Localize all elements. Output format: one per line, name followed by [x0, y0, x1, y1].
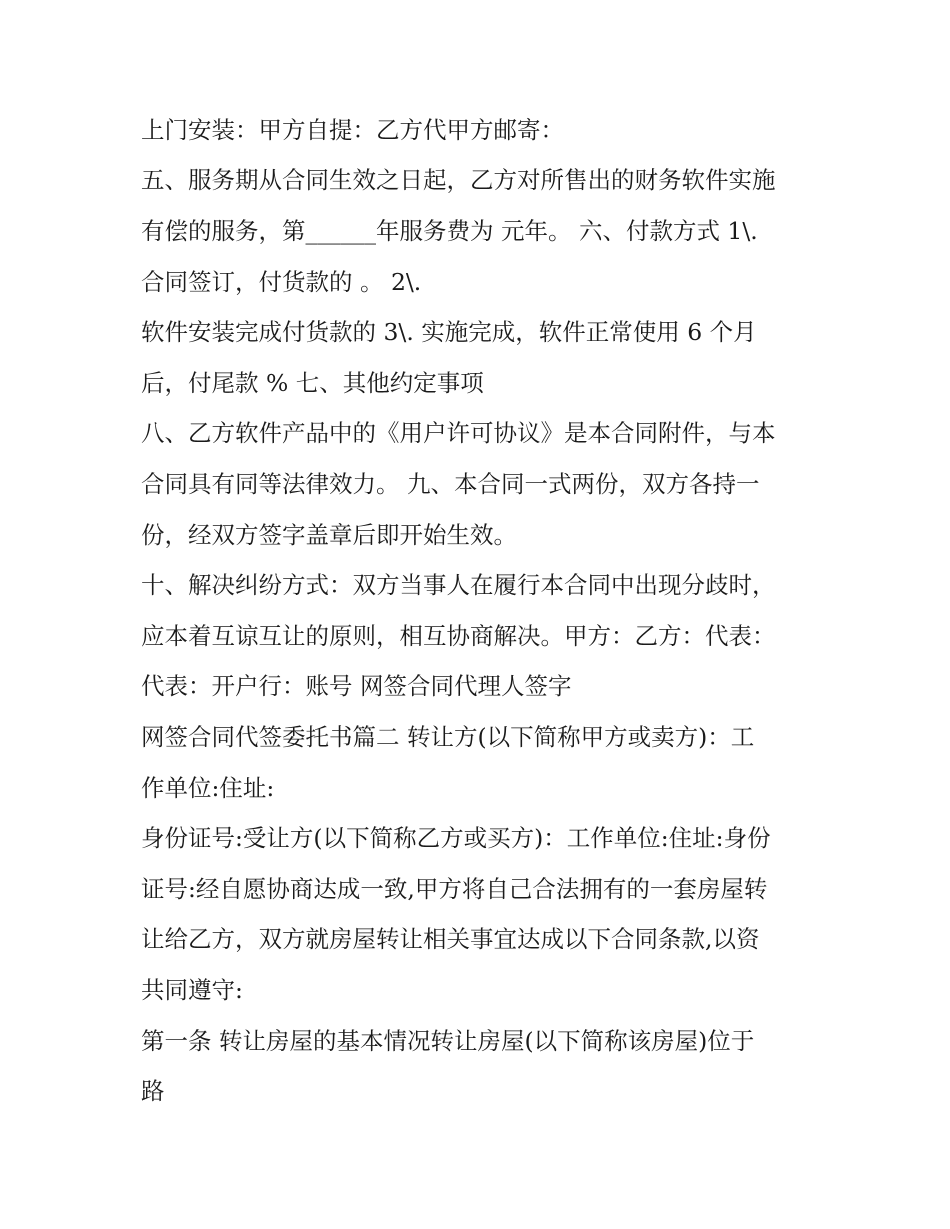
text-line-16: 证号:经自愿协商达成一致,甲方将自己合法拥有的一套房屋转 [141, 875, 768, 903]
text-line-5: 软件安装完成付货款的 3\. 实施完成，软件正常使用 6 个月 [141, 318, 757, 346]
text-line-12: 代表：开户行：账号 网签合同代理人签字 [141, 672, 572, 700]
text-line-10: 十、解决纠纷方式：双方当事人在履行本合同中出现分歧时， [141, 571, 776, 599]
text-line-14: 作单位:住址: [141, 774, 275, 802]
text-line-8: 合同具有同等法律效力。 九、本合同一式两份，双方各持一 [141, 470, 760, 498]
text-line-3: 有偿的服务，第______年服务费为 元年。 六、付款方式 1\. [141, 217, 758, 245]
text-line-1: 上门安装：甲方自提：乙方代甲方邮寄： [141, 116, 564, 144]
text-line-18: 共同遵守: [141, 976, 243, 1004]
text-line-2: 五、服务期从合同生效之日起，乙方对所售出的财务软件实施 [141, 166, 776, 194]
text-line-20: 路 [141, 1077, 165, 1105]
text-line-7: 八、乙方软件产品中的《用户许可协议》是本合同附件，与本 [141, 419, 776, 447]
text-line-13: 网签合同代签委托书篇二 转让方(以下简称甲方或卖方)：工 [141, 723, 755, 751]
text-line-11: 应本着互谅互让的原则，相互协商解决。甲方：乙方：代表： [141, 622, 776, 650]
text-line-19: 第一条 转让房屋的基本情况转让房屋(以下简称该房屋)位于 [141, 1027, 755, 1055]
text-line-9: 份，经双方签字盖章后即开始生效。 [141, 521, 517, 549]
text-line-6: 后，付尾款 % 七、其他约定事项 [141, 369, 484, 397]
text-line-15: 身份证号:受让方(以下简称乙方或买方)：工作单位:住址:身份 [141, 824, 771, 852]
text-line-17: 让给乙方，双方就房屋转让相关事宜达成以下合同条款,以资 [141, 925, 760, 953]
text-line-4: 合同签订，付货款的 。 2\. [141, 268, 422, 296]
